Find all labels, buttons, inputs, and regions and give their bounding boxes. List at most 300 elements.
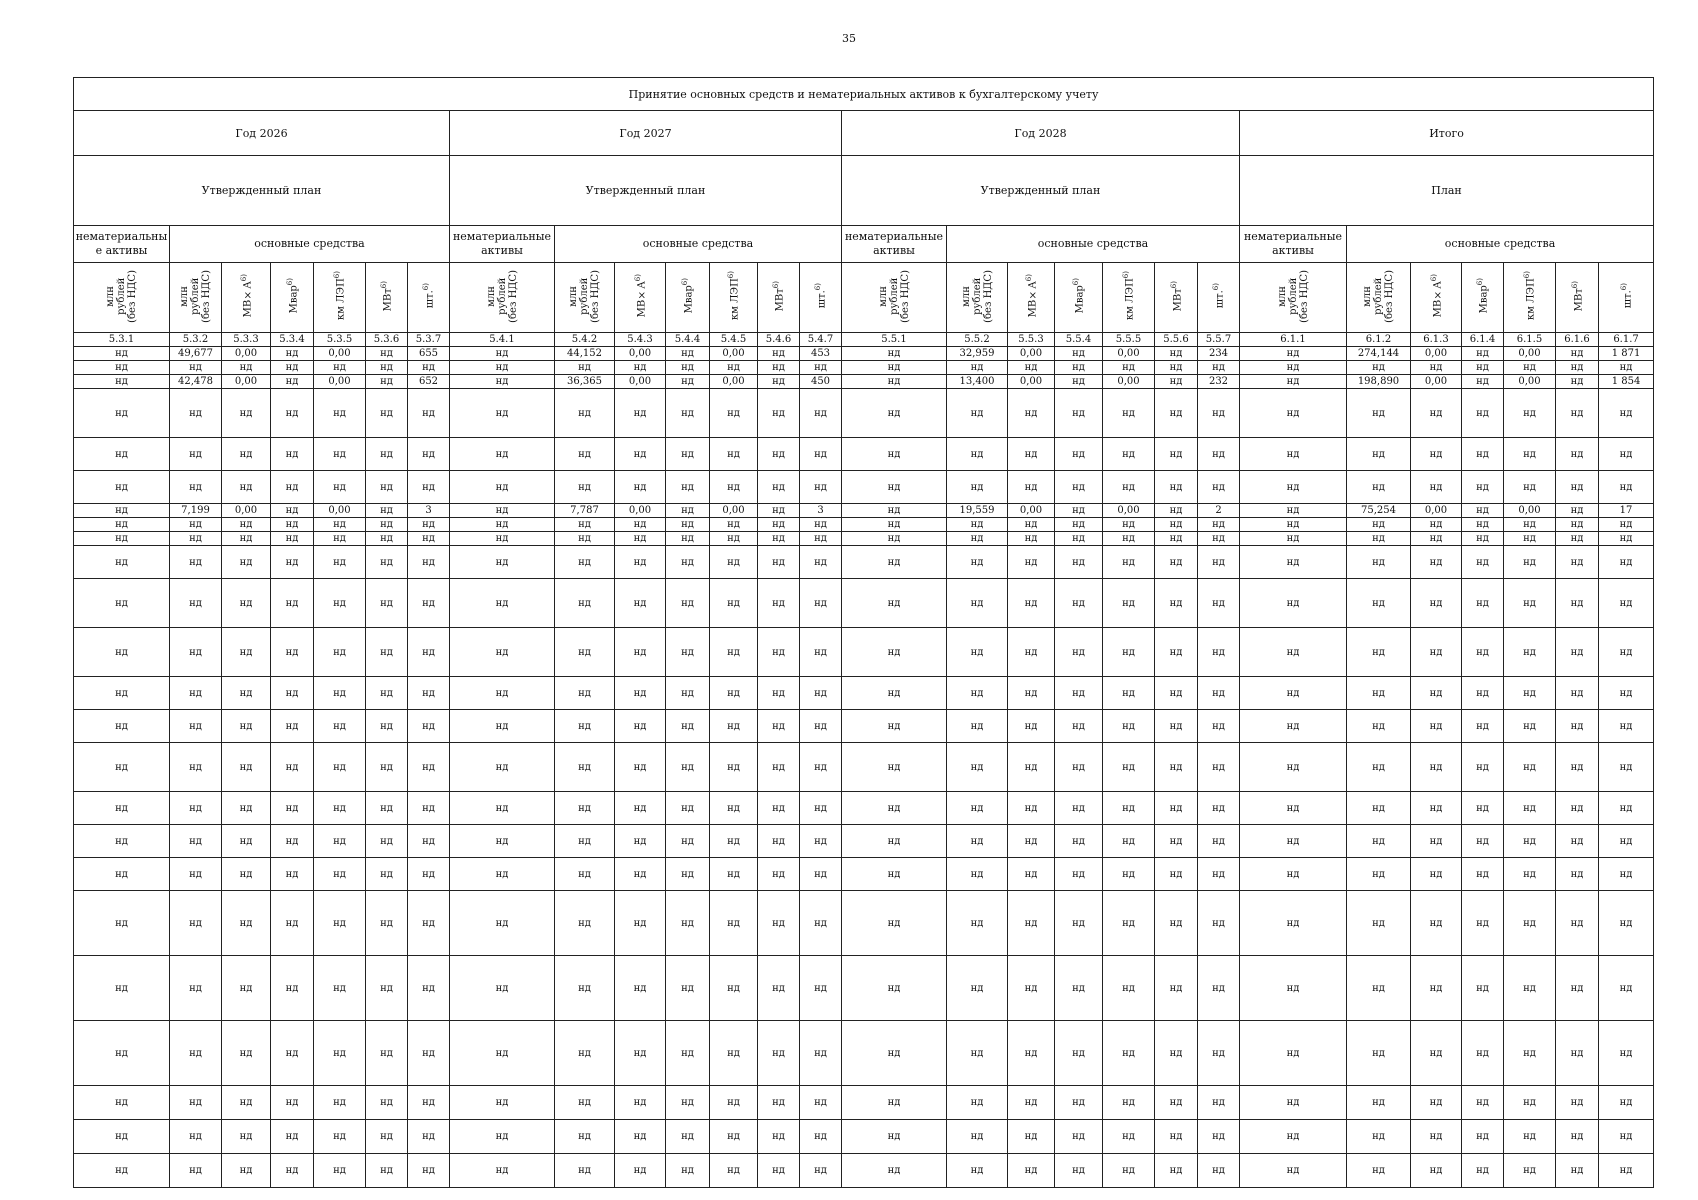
table-cell: нд xyxy=(366,504,408,518)
table-cell: нд xyxy=(170,518,222,532)
table-cell: нд xyxy=(666,710,710,743)
unit-header xyxy=(1462,263,1504,333)
table-cell: нд xyxy=(800,628,842,677)
table-cell: нд xyxy=(170,956,222,1021)
category-header-row xyxy=(74,226,1654,263)
table-cell: нд xyxy=(1055,891,1103,956)
unit-line: рублей xyxy=(1373,277,1384,315)
table-cell: нд xyxy=(1599,891,1654,956)
unit-header xyxy=(710,263,758,333)
table-cell: нд xyxy=(1240,579,1347,628)
unit-label xyxy=(105,270,138,323)
table-cell: нд xyxy=(222,471,271,504)
table-cell: нд xyxy=(615,858,666,891)
table-cell: нд xyxy=(1504,825,1556,858)
table-cell: нд xyxy=(710,518,758,532)
unit-line: (без НДС) xyxy=(899,269,911,323)
table-cell: нд xyxy=(74,546,170,579)
table-cell: нд xyxy=(800,518,842,532)
table-cell: 0,00 xyxy=(1008,375,1055,389)
unit-line: (без НДС) xyxy=(1384,269,1395,323)
unit-line: млн xyxy=(1362,285,1373,307)
table-cell: нд xyxy=(1411,1021,1462,1086)
unit-label: Мвар$^{6)}$ xyxy=(1476,278,1490,314)
table-cell: нд xyxy=(1599,471,1654,504)
table-cell: нд xyxy=(450,504,555,518)
table-cell: нд xyxy=(555,1021,615,1086)
table-cell: нд xyxy=(450,710,555,743)
unit-header xyxy=(271,263,314,333)
table-cell: нд xyxy=(666,677,710,710)
table-cell: нд xyxy=(758,471,800,504)
table-cell: нд xyxy=(74,579,170,628)
table-cell: 234 xyxy=(1198,347,1240,361)
table-cell: 0,00 xyxy=(1103,504,1155,518)
table-cell: нд xyxy=(1556,532,1599,546)
table-cell: нд xyxy=(615,389,666,438)
table-cell: нд xyxy=(710,792,758,825)
table-cell: нд xyxy=(222,389,271,438)
table-cell: нд xyxy=(1462,546,1504,579)
table-cell: нд xyxy=(1411,518,1462,532)
table-cell: нд xyxy=(74,471,170,504)
table-cell: нд xyxy=(271,1154,314,1188)
table-cell: нд xyxy=(450,375,555,389)
table-cell: нд xyxy=(710,389,758,438)
table-cell: нд xyxy=(555,389,615,438)
table-cell: нд xyxy=(1198,891,1240,956)
table-cell: нд xyxy=(555,546,615,579)
table-cell: нд xyxy=(222,361,271,375)
table-cell: нд xyxy=(222,677,271,710)
table-cell: нд xyxy=(1055,471,1103,504)
table-cell: нд xyxy=(1240,792,1347,825)
unit-line: рублей xyxy=(496,277,508,315)
table-cell: нд xyxy=(314,677,366,710)
table-cell: нд xyxy=(1198,1154,1240,1188)
table-cell: нд xyxy=(842,628,947,677)
table-row xyxy=(74,1120,1654,1154)
table-cell: нд xyxy=(271,546,314,579)
table-cell: нд xyxy=(1599,825,1654,858)
table-cell: нд xyxy=(1599,438,1654,471)
table-cell: нд xyxy=(366,347,408,361)
table-cell: нд xyxy=(1462,532,1504,546)
table-cell: нд xyxy=(842,891,947,956)
table-cell: нд xyxy=(366,956,408,1021)
table-cell: нд xyxy=(758,375,800,389)
table-cell: нд xyxy=(1411,792,1462,825)
unit-label xyxy=(1277,270,1310,323)
table-cell: нд xyxy=(947,532,1008,546)
table-cell: нд xyxy=(1556,389,1599,438)
table-cell: нд xyxy=(271,1086,314,1120)
table-cell: нд xyxy=(170,579,222,628)
table-cell: нд xyxy=(800,546,842,579)
table-cell: нд xyxy=(1055,579,1103,628)
table-cell: 32,959 xyxy=(947,347,1008,361)
table-cell: нд xyxy=(1411,956,1462,1021)
table-cell: нд xyxy=(1198,579,1240,628)
column-number: 5.3.6 xyxy=(366,333,408,347)
table-cell: нд xyxy=(947,1154,1008,1188)
table-cell: нд xyxy=(314,1154,366,1188)
table-cell: 0,00 xyxy=(1504,375,1556,389)
table-cell: нд xyxy=(222,1086,271,1120)
unit-line: млн xyxy=(485,285,497,307)
table-row xyxy=(74,518,1654,532)
table-cell: нд xyxy=(1155,389,1198,438)
table-cell: нд xyxy=(450,956,555,1021)
unit-header xyxy=(1599,263,1654,333)
unit-header-row xyxy=(74,263,1654,333)
unit-line: млн xyxy=(877,285,889,307)
table-cell: нд xyxy=(666,1120,710,1154)
table-cell: нд xyxy=(1504,710,1556,743)
table-cell: нд xyxy=(1240,361,1347,375)
table-cell: нд xyxy=(1347,1120,1411,1154)
table-cell: нд xyxy=(1347,710,1411,743)
table-cell: нд xyxy=(1103,956,1155,1021)
table-cell: нд xyxy=(1462,375,1504,389)
table-cell: нд xyxy=(615,1021,666,1086)
table-cell: нд xyxy=(1008,361,1055,375)
table-cell: нд xyxy=(947,546,1008,579)
table-cell: нд xyxy=(1504,858,1556,891)
table-cell: нд xyxy=(555,518,615,532)
table-cell: нд xyxy=(555,471,615,504)
table-cell: нд xyxy=(74,361,170,375)
table-cell: нд xyxy=(314,710,366,743)
column-number: 5.3.5 xyxy=(314,333,366,347)
table-cell: нд xyxy=(1103,546,1155,579)
table-cell: нд xyxy=(1103,518,1155,532)
column-number: 5.5.6 xyxy=(1155,333,1198,347)
table-cell: нд xyxy=(271,792,314,825)
table-cell: 0,00 xyxy=(615,347,666,361)
table-cell: нд xyxy=(170,792,222,825)
table-cell: нд xyxy=(408,1021,450,1086)
table-row xyxy=(74,579,1654,628)
unit-label xyxy=(878,270,911,323)
table-cell: нд xyxy=(800,677,842,710)
table-cell: 3 xyxy=(800,504,842,518)
table-cell: нд xyxy=(947,1021,1008,1086)
table-cell: нд xyxy=(271,743,314,792)
table-cell: нд xyxy=(615,677,666,710)
table-cell: нд xyxy=(408,891,450,956)
intangible-assets-header: нематериальные активы xyxy=(842,226,947,263)
table-cell: нд xyxy=(366,792,408,825)
unit-header xyxy=(758,263,800,333)
unit-label: Мвар$^{6)}$ xyxy=(681,278,695,314)
table-cell: нд xyxy=(1198,532,1240,546)
table-cell: нд xyxy=(271,532,314,546)
table-cell: нд xyxy=(450,361,555,375)
table-cell: нд xyxy=(1008,677,1055,710)
table-cell: нд xyxy=(408,743,450,792)
table-cell: нд xyxy=(555,743,615,792)
total-header: Итого xyxy=(1240,111,1654,156)
table-cell: нд xyxy=(170,389,222,438)
table-cell: нд xyxy=(800,891,842,956)
table-cell: нд xyxy=(450,677,555,710)
table-cell: нд xyxy=(1155,628,1198,677)
table-cell: нд xyxy=(1462,891,1504,956)
table-cell: нд xyxy=(1347,361,1411,375)
table-cell: нд xyxy=(1155,891,1198,956)
table-row xyxy=(74,628,1654,677)
table-row xyxy=(74,743,1654,792)
table-cell: 0,00 xyxy=(1103,375,1155,389)
unit-line: млн xyxy=(179,285,190,307)
table-cell: нд xyxy=(947,1120,1008,1154)
table-cell: нд xyxy=(1462,1154,1504,1188)
table-cell: нд xyxy=(450,1086,555,1120)
table-cell: нд xyxy=(1556,956,1599,1021)
table-row xyxy=(74,825,1654,858)
table-cell: нд xyxy=(1556,546,1599,579)
table-cell: нд xyxy=(666,361,710,375)
table-cell: нд xyxy=(366,389,408,438)
table-cell: нд xyxy=(1155,438,1198,471)
table-cell: нд xyxy=(74,628,170,677)
table-cell: нд xyxy=(555,677,615,710)
table-cell: нд xyxy=(1008,518,1055,532)
year-2026-header: Год 2026 xyxy=(74,111,450,156)
table-cell: нд xyxy=(710,1154,758,1188)
table-cell: нд xyxy=(1198,956,1240,1021)
table-cell: нд xyxy=(74,1154,170,1188)
table-cell: нд xyxy=(271,504,314,518)
table-cell: нд xyxy=(1008,1154,1055,1188)
unit-header xyxy=(222,263,271,333)
table-cell: нд xyxy=(1198,858,1240,891)
table-cell: нд xyxy=(1055,792,1103,825)
table-cell: нд xyxy=(947,825,1008,858)
table-cell: нд xyxy=(1411,1086,1462,1120)
table-cell: нд xyxy=(271,1120,314,1154)
table-cell: нд xyxy=(1599,389,1654,438)
unit-label xyxy=(568,270,601,323)
table-cell: нд xyxy=(800,1021,842,1086)
table-cell: 1 871 xyxy=(1599,347,1654,361)
unit-label: МВт$^{6)}$ xyxy=(1169,280,1184,312)
table-cell: нд xyxy=(408,1120,450,1154)
table-cell: нд xyxy=(615,438,666,471)
table-cell: нд xyxy=(222,825,271,858)
table-cell: нд xyxy=(1198,471,1240,504)
plan-2028-header: Утвержденный план xyxy=(842,156,1240,226)
table-cell: нд xyxy=(710,677,758,710)
table-cell: нд xyxy=(408,389,450,438)
table-cell: нд xyxy=(1411,825,1462,858)
table-cell: нд xyxy=(1347,792,1411,825)
column-number: 6.1.2 xyxy=(1347,333,1411,347)
table-cell: 36,365 xyxy=(555,375,615,389)
table-cell: нд xyxy=(1599,361,1654,375)
plan-2026-header: Утвержденный план xyxy=(74,156,450,226)
table-cell: нд xyxy=(615,710,666,743)
table-cell: нд xyxy=(758,389,800,438)
table-cell: 232 xyxy=(1198,375,1240,389)
unit-line: млн xyxy=(568,285,579,307)
table-cell: нд xyxy=(842,361,947,375)
table-cell: нд xyxy=(366,361,408,375)
column-number: 5.3.2 xyxy=(170,333,222,347)
table-cell: нд xyxy=(314,389,366,438)
table-cell: нд xyxy=(800,956,842,1021)
unit-label: МВт$^{6)}$ xyxy=(380,280,394,312)
table-row xyxy=(74,1021,1654,1086)
table-cell: нд xyxy=(1240,1154,1347,1188)
table-cell: нд xyxy=(1556,504,1599,518)
table-cell: нд xyxy=(74,389,170,438)
table-cell: нд xyxy=(1462,1086,1504,1120)
table-cell: нд xyxy=(710,743,758,792)
table-cell: 0,00 xyxy=(615,504,666,518)
table-cell: 0,00 xyxy=(1411,504,1462,518)
table-cell: нд xyxy=(1462,710,1504,743)
table-cell: нд xyxy=(1198,438,1240,471)
fixed-assets-header: основные средства xyxy=(170,226,450,263)
intangible-assets-header: нематериальные активы xyxy=(1240,226,1347,263)
table-cell: нд xyxy=(222,579,271,628)
table-row xyxy=(74,471,1654,504)
table-cell: 7,199 xyxy=(170,504,222,518)
table-cell: нд xyxy=(1347,956,1411,1021)
table-cell: нд xyxy=(314,579,366,628)
table-cell: нд xyxy=(1055,858,1103,891)
table-cell: нд xyxy=(1504,677,1556,710)
table-cell: нд xyxy=(1462,361,1504,375)
table-cell: нд xyxy=(1103,677,1155,710)
table-cell: 0,00 xyxy=(222,504,271,518)
table-cell: нд xyxy=(666,518,710,532)
table-cell: нд xyxy=(1103,389,1155,438)
table-cell: нд xyxy=(800,858,842,891)
unit-line: (без НДС) xyxy=(201,269,212,323)
table-cell: нд xyxy=(271,361,314,375)
column-number: 5.5.2 xyxy=(947,333,1008,347)
table-cell: нд xyxy=(1556,361,1599,375)
table-cell: нд xyxy=(366,1154,408,1188)
table-cell: нд xyxy=(947,579,1008,628)
table-cell: нд xyxy=(947,389,1008,438)
table-cell: нд xyxy=(947,628,1008,677)
table-cell: нд xyxy=(1055,1154,1103,1188)
table-cell: нд xyxy=(710,546,758,579)
table-cell: нд xyxy=(74,518,170,532)
table-cell: нд xyxy=(1347,825,1411,858)
table-cell: нд xyxy=(615,546,666,579)
table-cell: нд xyxy=(170,438,222,471)
table-cell: нд xyxy=(271,710,314,743)
table-cell: нд xyxy=(1240,743,1347,792)
table-cell: нд xyxy=(758,1086,800,1120)
table-cell: нд xyxy=(1008,579,1055,628)
table-cell: нд xyxy=(1008,1120,1055,1154)
table-cell: нд xyxy=(1008,743,1055,792)
column-number: 6.1.5 xyxy=(1504,333,1556,347)
table-cell: нд xyxy=(74,792,170,825)
table-cell: нд xyxy=(450,471,555,504)
table-cell: 0,00 xyxy=(1411,375,1462,389)
table-cell: нд xyxy=(758,532,800,546)
table-cell: нд xyxy=(450,438,555,471)
table-cell: нд xyxy=(366,438,408,471)
column-number: 5.4.3 xyxy=(615,333,666,347)
table-cell: 450 xyxy=(800,375,842,389)
table-cell: нд xyxy=(1347,546,1411,579)
table-cell: нд xyxy=(450,518,555,532)
table-cell: нд xyxy=(1198,361,1240,375)
unit-header xyxy=(615,263,666,333)
table-cell: нд xyxy=(408,1154,450,1188)
table-cell: нд xyxy=(1411,743,1462,792)
table-cell: нд xyxy=(1103,710,1155,743)
table-cell: нд xyxy=(1411,858,1462,891)
table-cell: нд xyxy=(1155,858,1198,891)
table-cell: 0,00 xyxy=(1103,347,1155,361)
table-cell: нд xyxy=(1411,438,1462,471)
table-cell: нд xyxy=(555,532,615,546)
table-cell: нд xyxy=(842,1120,947,1154)
unit-line: (без НДС) xyxy=(507,269,519,323)
table-cell: нд xyxy=(1008,1021,1055,1086)
table-cell: нд xyxy=(74,1120,170,1154)
table-cell: 1 854 xyxy=(1599,375,1654,389)
table-row xyxy=(74,347,1654,361)
table-cell: нд xyxy=(842,546,947,579)
table-cell: нд xyxy=(271,1021,314,1086)
table-cell: нд xyxy=(170,743,222,792)
table-cell: нд xyxy=(1556,825,1599,858)
table-cell: нд xyxy=(366,891,408,956)
table-cell: нд xyxy=(74,710,170,743)
table-cell: нд xyxy=(800,438,842,471)
table-cell: нд xyxy=(1504,546,1556,579)
table-cell: 49,677 xyxy=(170,347,222,361)
table-cell: нд xyxy=(947,361,1008,375)
table-cell: нд xyxy=(408,792,450,825)
table-cell: нд xyxy=(842,504,947,518)
table-cell: нд xyxy=(666,375,710,389)
table-cell: нд xyxy=(758,825,800,858)
table-cell: нд xyxy=(450,628,555,677)
table-cell: нд xyxy=(1347,532,1411,546)
table-cell: нд xyxy=(450,347,555,361)
table-cell: нд xyxy=(1347,1154,1411,1188)
table-cell: 0,00 xyxy=(1504,347,1556,361)
table-cell: нд xyxy=(1008,438,1055,471)
table-row xyxy=(74,546,1654,579)
table-cell: нд xyxy=(1240,389,1347,438)
table-cell: нд xyxy=(555,792,615,825)
table-cell: нд xyxy=(450,1120,555,1154)
table-cell: нд xyxy=(666,743,710,792)
table-cell: нд xyxy=(1055,1086,1103,1120)
table-cell: нд xyxy=(947,710,1008,743)
table-cell: нд xyxy=(1008,532,1055,546)
table-cell: нд xyxy=(555,628,615,677)
table-cell: нд xyxy=(1055,1120,1103,1154)
table-cell: нд xyxy=(170,628,222,677)
table-cell: нд xyxy=(947,438,1008,471)
unit-label: $МВ\times А^{6)}$ xyxy=(1429,274,1444,318)
table-cell: нд xyxy=(366,628,408,677)
table-cell: нд xyxy=(615,891,666,956)
